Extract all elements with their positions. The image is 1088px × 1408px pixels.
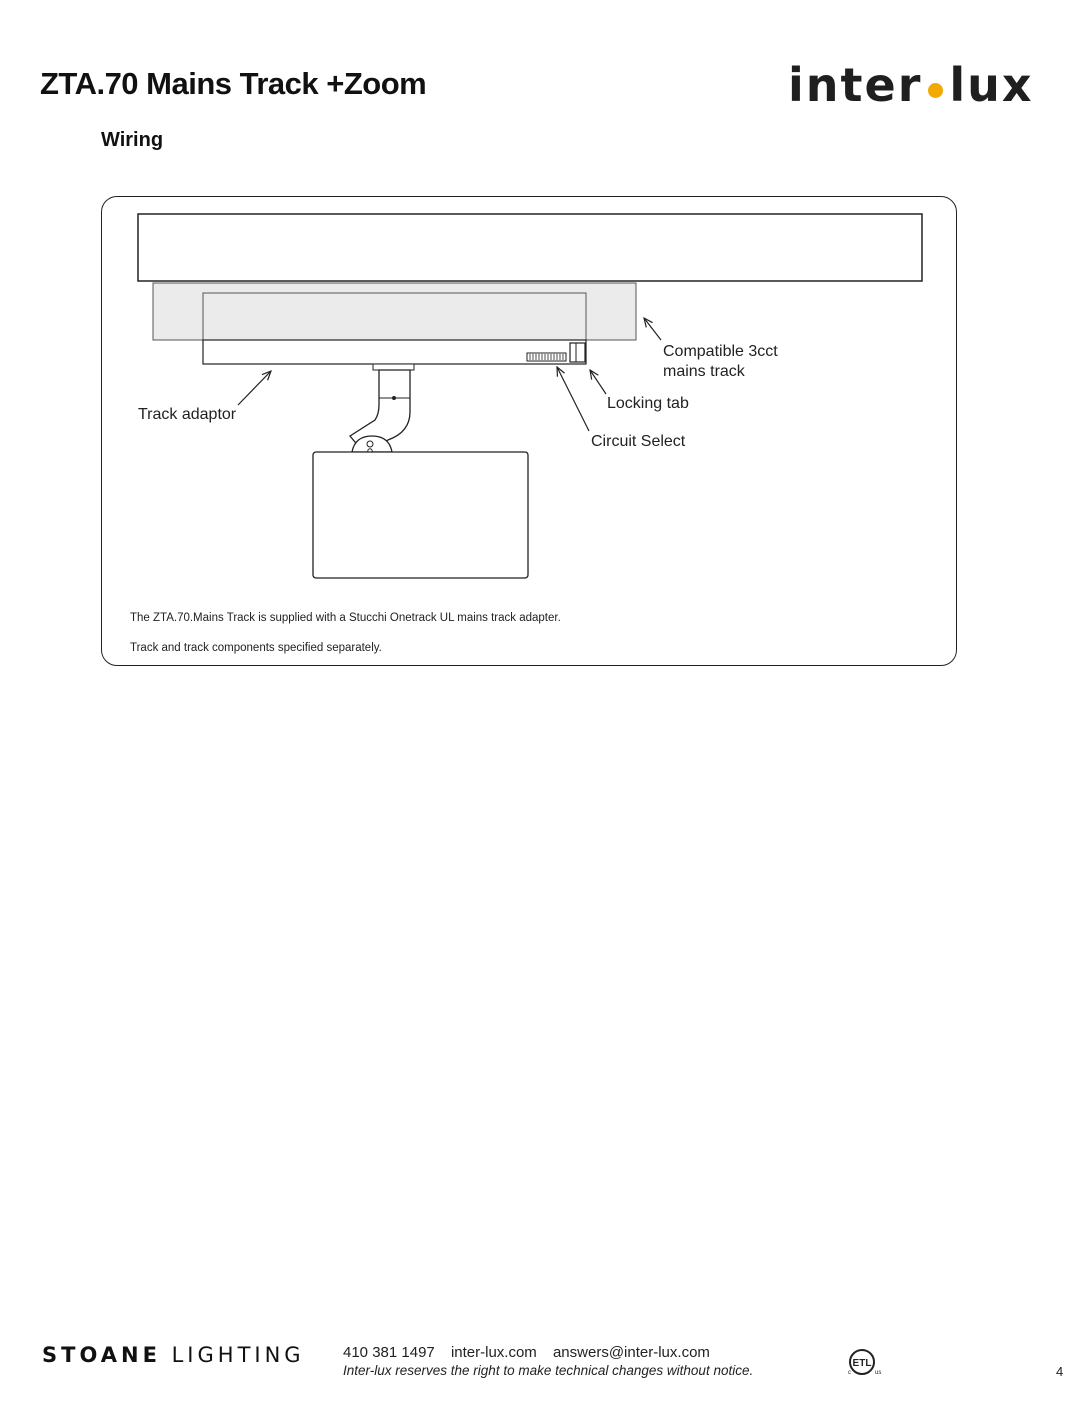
stem-connector <box>373 364 414 370</box>
callout-compatible-track-line1: Compatible 3cct <box>663 343 778 360</box>
brand-bold: STOANE <box>42 1343 161 1367</box>
callout-circuit-select: Circuit Select <box>591 433 686 450</box>
section-heading: Wiring <box>101 129 164 151</box>
logo-text-left: inter <box>788 58 923 112</box>
callout-locking-tab: Locking tab <box>607 395 689 412</box>
page-number: 4 <box>1056 1364 1064 1379</box>
etl-listed-icon <box>846 1346 886 1378</box>
leader-compatible-track <box>644 318 661 340</box>
contact-line <box>343 1344 722 1361</box>
ceiling-surface <box>138 214 922 281</box>
track-channel <box>203 293 586 340</box>
wiring-diagram <box>0 0 1088 700</box>
etl-mark-c: c <box>848 1370 851 1376</box>
phone-number: 410 381 1497 <box>343 1344 435 1361</box>
leader-circuit-select <box>557 367 589 431</box>
leader-track-adaptor <box>238 371 271 405</box>
disclaimer: Inter-lux reserves the right to make technical changes without notice. <box>343 1363 754 1378</box>
callout-track-adaptor: Track adaptor <box>138 406 237 423</box>
page-title: ZTA.70 Mains Track +Zoom <box>40 66 427 101</box>
logo-text-right: lux <box>949 58 1034 112</box>
brand-light: LIGHTING <box>171 1343 305 1367</box>
diagram-note-supplied: The ZTA.70.Mains Track is supplied with a Stucchi Onetrack UL mains track adapter. <box>130 612 561 624</box>
stoane-lighting-logo <box>42 1343 305 1367</box>
locking-tab <box>570 343 585 362</box>
diagram-note-separate: Track and track components specified separately. <box>130 642 382 654</box>
email-link[interactable]: answers@inter-lux.com <box>552 1344 710 1361</box>
fixture-head <box>313 452 528 578</box>
leader-locking-tab <box>590 370 606 394</box>
etl-mark-text: ETL <box>852 1358 872 1369</box>
website-link[interactable]: inter-lux.com <box>450 1344 537 1361</box>
fixture-arm <box>350 370 410 448</box>
etl-mark-us: us <box>875 1370 882 1376</box>
callout-compatible-track-line2: mains track <box>663 363 745 380</box>
